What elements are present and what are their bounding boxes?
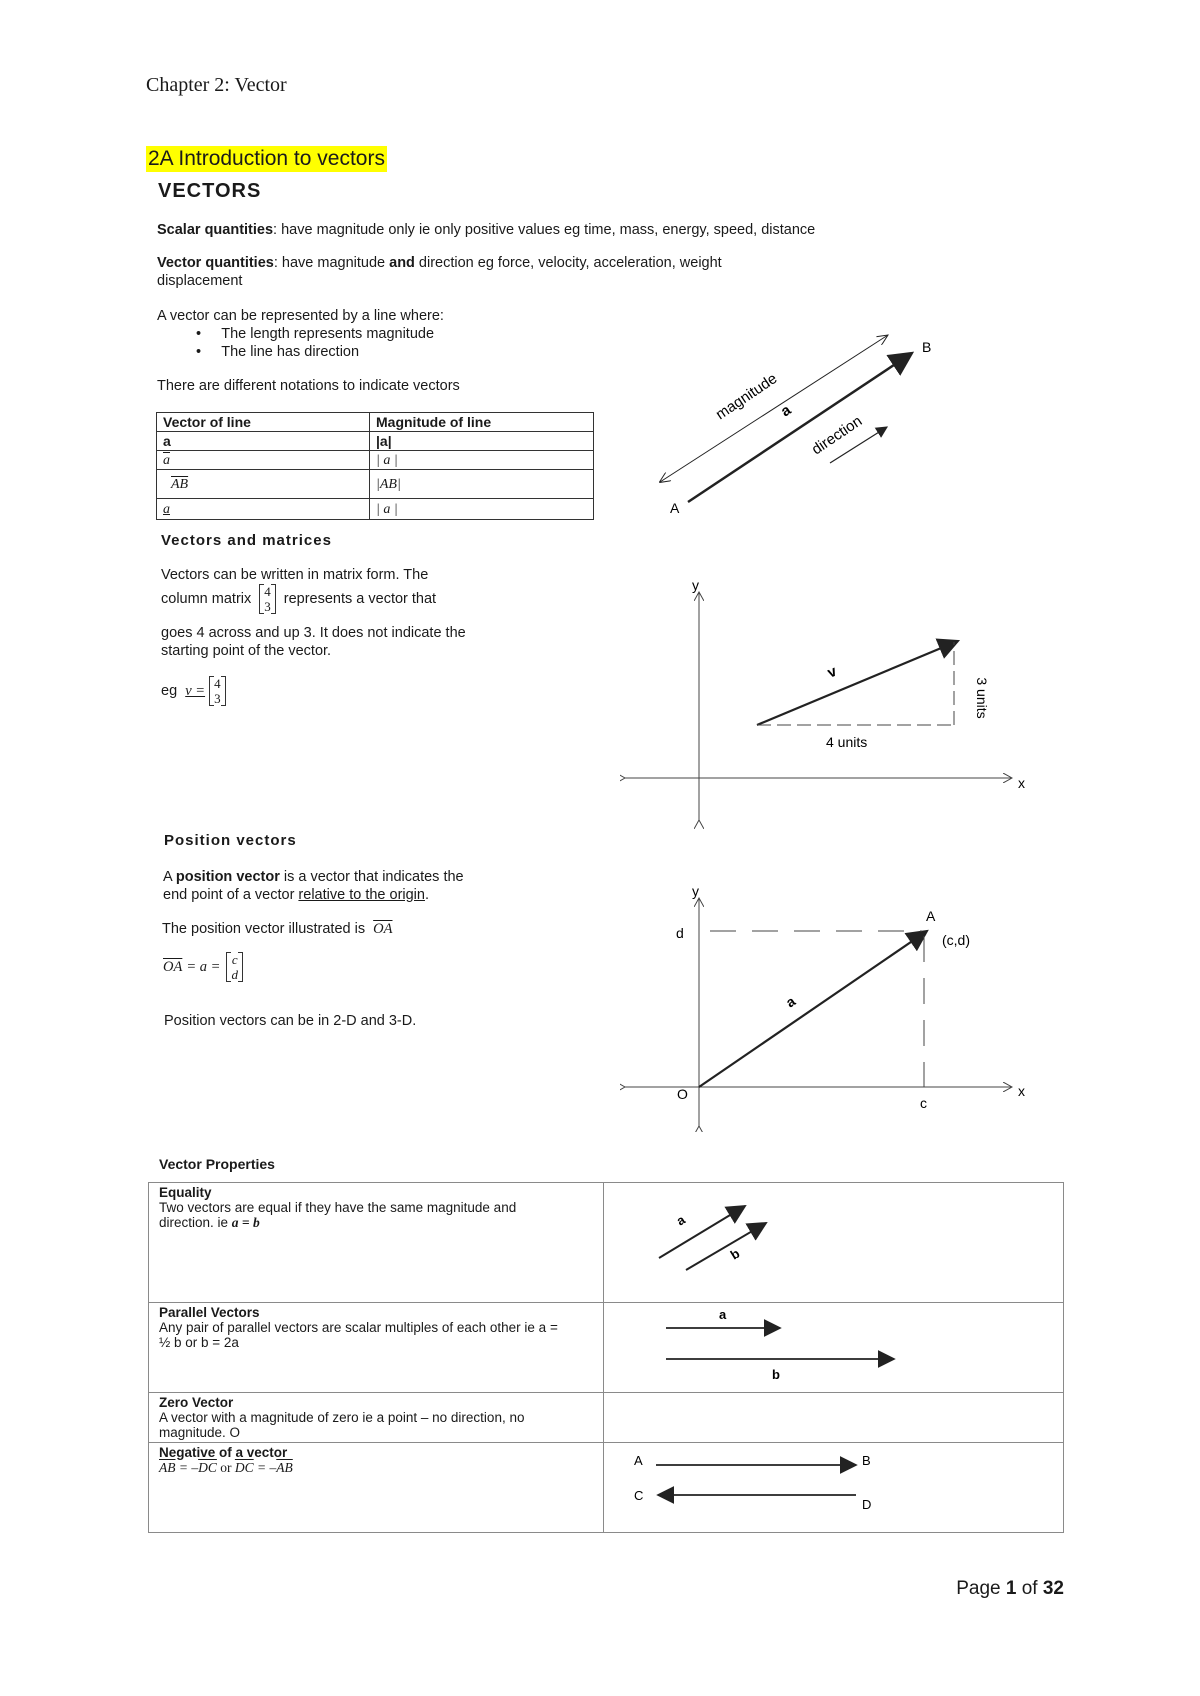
equality-figure	[604, 1183, 1060, 1299]
position-equation: $\overline{OA}$ = a = c d	[163, 952, 243, 982]
vector-and: and	[389, 255, 415, 271]
table-cell: a	[157, 499, 370, 520]
axis-x-label: x	[1018, 1083, 1025, 1099]
axis-y-label: y	[692, 883, 699, 899]
table-cell: |a|	[370, 432, 594, 451]
label-A: A	[926, 908, 936, 924]
label-b: b	[727, 1245, 743, 1263]
label-a: a	[673, 1211, 688, 1229]
notations-text: There are different notations to indicate vectors	[157, 378, 460, 394]
position-heading: Position vectors	[164, 832, 297, 849]
table-row	[157, 499, 594, 520]
table-row	[157, 451, 594, 470]
position-text-1: A position vector is a vector that indicates the end point of a vector relative to the origin.	[163, 869, 464, 903]
scalar-paragraph	[157, 221, 1057, 239]
label-A: A	[634, 1453, 643, 1468]
table-row	[149, 1183, 1064, 1303]
axis-y-label: y	[692, 580, 699, 593]
table-cell: | a |	[370, 451, 594, 470]
axis-x-label: x	[1018, 775, 1025, 791]
negative-equation: $\overline{AB} = -\overline{DC}$ or $\overline{DC} = -\overline{AB}$	[159, 1460, 293, 1475]
label-B: B	[862, 1453, 871, 1468]
negative-figure	[604, 1443, 1060, 1529]
label-a: a	[719, 1307, 727, 1322]
table-row	[149, 1303, 1064, 1393]
label-c: c	[920, 1095, 927, 1111]
label-direction: direction	[808, 412, 866, 459]
label-A: A	[670, 500, 680, 516]
vector-label: Vector quantities	[157, 255, 274, 271]
position-matrix: c d	[226, 952, 243, 982]
label-cd: (c,d)	[942, 932, 970, 948]
label-4-units: 4 units	[826, 734, 868, 750]
label-a: a	[777, 401, 795, 421]
scalar-label: Scalar quantities	[157, 222, 274, 238]
table-header: Vector of line	[157, 413, 370, 432]
parallel-figure	[604, 1303, 1060, 1389]
matrices-text-3: goes 4 across and up 3. It does not indicate the starting point of the vector.	[161, 625, 466, 659]
label-d: d	[676, 925, 684, 941]
bullet-1: • The length represents magnitude	[196, 326, 435, 342]
label-D: D	[862, 1497, 872, 1512]
matrices-example: eg v = 4 3	[161, 676, 226, 706]
column-matrix: 4 3	[259, 584, 276, 614]
matrices-heading: Vectors and matrices	[161, 532, 332, 549]
line-intro: A vector can be represented by a line where:	[157, 308, 444, 324]
table-row	[149, 1393, 1064, 1443]
table-row	[157, 470, 594, 499]
properties-table	[148, 1182, 1064, 1533]
notation-table	[156, 412, 594, 520]
table-row	[149, 1443, 1064, 1533]
label-b: b	[772, 1367, 780, 1382]
table-cell: $\overline{a}$	[157, 451, 370, 470]
label-B: B	[922, 339, 932, 355]
page-number: Page 1 of 32	[956, 1578, 1064, 1599]
vector-paragraph	[157, 254, 1057, 290]
vector-text-2: direction eg force, velocity, acceleration, weight	[414, 255, 722, 271]
example-matrix: 4 3	[209, 676, 226, 706]
label-C: C	[634, 1488, 644, 1503]
position-text-2: The position vector illustrated is $\overline{OA}$	[162, 921, 393, 937]
matrix-vector-diagram	[620, 580, 1040, 830]
table-header: Magnitude of line	[370, 413, 594, 432]
position-vector-diagram	[620, 880, 1040, 1132]
table-cell	[604, 1393, 1064, 1443]
table-cell: |AB|	[370, 470, 594, 499]
table-cell: Zero Vector A vector with a magnitude of zero ie a point – no direction, no magnitude. O	[149, 1393, 604, 1443]
chapter-header: Chapter 2: Vector	[146, 74, 287, 96]
label-magnitude: magnitude	[712, 370, 781, 424]
table-cell: Equality Two vectors are equal if they have the same magnitude and direction. ie a = b	[149, 1183, 604, 1303]
vector-text-3: displacement	[157, 273, 243, 289]
label-a: a	[782, 992, 799, 1011]
label-v: v	[824, 662, 840, 682]
bullet-2: • The line has direction	[196, 344, 360, 360]
label-O: O	[677, 1086, 688, 1102]
table-row	[157, 413, 594, 432]
table-cell: Parallel Vectors Any pair of parallel vectors are scalar multiples of each other ie a = ½ b or b = 2a	[149, 1303, 604, 1393]
matrices-text-2: column matrix 4 3 represents a vector that	[161, 584, 437, 614]
table-cell: a	[157, 432, 370, 451]
vector-diagram	[640, 325, 960, 525]
position-text-3: Position vectors can be in 2-D and 3-D.	[164, 1013, 417, 1029]
label-3-units: 3 units	[974, 677, 990, 719]
table-cell	[604, 1443, 1064, 1533]
vector-text-1: : have magnitude	[273, 255, 390, 271]
table-cell: $\overline{AB}$	[157, 470, 370, 499]
section-heading: VECTORS	[158, 180, 262, 202]
table-cell: | a |	[370, 499, 594, 520]
table-cell	[604, 1183, 1064, 1303]
properties-heading: Vector Properties	[159, 1156, 275, 1172]
table-cell	[604, 1303, 1064, 1393]
section-title: 2A Introduction to vectors	[148, 147, 385, 170]
table-cell: Negative of a vector $\overline{AB} = -\overline{DC}$ or $\overline{DC} = -\overline{AB}$	[149, 1443, 604, 1533]
scalar-text: : have magnitude only ie only positive values eg time, mass, energy, speed, distance	[273, 222, 816, 238]
table-row	[157, 432, 594, 451]
matrices-text-1: Vectors can be written in matrix form. The	[161, 567, 429, 583]
